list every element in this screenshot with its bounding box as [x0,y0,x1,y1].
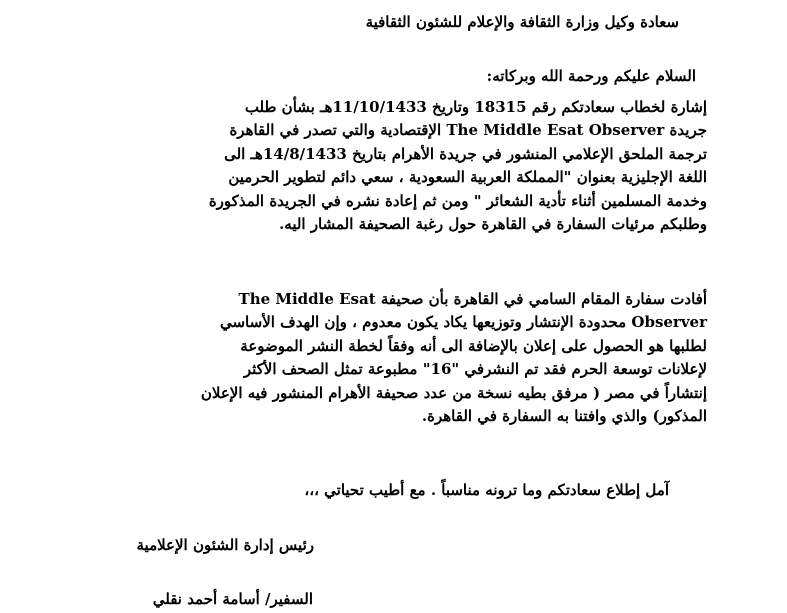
paragraph-1-line: اللغة الإجليزية بعنوان "المملكة العربية السعودية ، سعي دائم لتطوير الحرمين [228,168,707,187]
paragraph-2-line: لإعلانات توسعة الحرم فقد تم النشرفي "16" مطبوعة تمثل الصحف الأكثر [243,360,707,379]
paragraph-2-line: أفادت سفارة المقام السامي في القاهرة بأن صحيفة The Middle Esat [238,290,707,308]
paragraph-2-line: Observer محدودة الإنتشار وتوزيعها يكاد يكون معدوم ، وإن الهدف الأساسي [219,313,707,332]
closing-line: آمل إطلاع سعادتكم وما ترونه مناسباً . مع أطيب تحياتي ،،، [304,481,669,499]
paragraph-1 [81,96,707,236]
paragraph-1-line: وخدمة المسلمين أثناء تأدية الشعائر " ومن ثم إعادة نشره في الجريدة المذكورة [208,191,707,210]
signer-title: رئيس إدارة الشئون الإعلامية [136,536,314,554]
paragraph-1-line: ترجمة الملحق الإعلامي المنشور في جريدة الأهرام بتاريخ 14/8/1433هـ الى [224,144,707,163]
signer-name: السفير/ أسامة أحمد نقلي [152,590,313,608]
greeting-line: السلام عليكم ورحمة الله وبركاته: [486,67,696,85]
paragraph-2-line: المذكور) والذي وافتنا به السفارة في القاهرة. [421,407,707,426]
paragraph-2-line: لطلبها هو الحصول على إعلان بالإضافة الى أنه وفقاً لخطة النشر الموضوعة [240,336,707,355]
paragraph-2-line: إنتشاراً في مصر ( مرفق بطيه نسخة من عدد صحيفة الأهرام المنشور فيه الإعلان [200,383,707,402]
paragraph-2 [81,288,707,428]
addressee-line: سعادة وكيل وزارة الثقافة والإعلام للشئون الثقافية [365,13,679,31]
paragraph-1-line: إشارة لخطاب سعادتكم رقم 18315 وتاريخ 11/10/1433هـ بشأن طلب [244,98,707,116]
paragraph-1-line: وطلبكم مرئيات السفارة في القاهرة حول رغبة الصحيفة المشار اليه. [279,215,707,234]
paragraph-1-line: جريدة The Middle Esat Observer الإقتصادية والتي تصدر في القاهرة [229,121,707,140]
